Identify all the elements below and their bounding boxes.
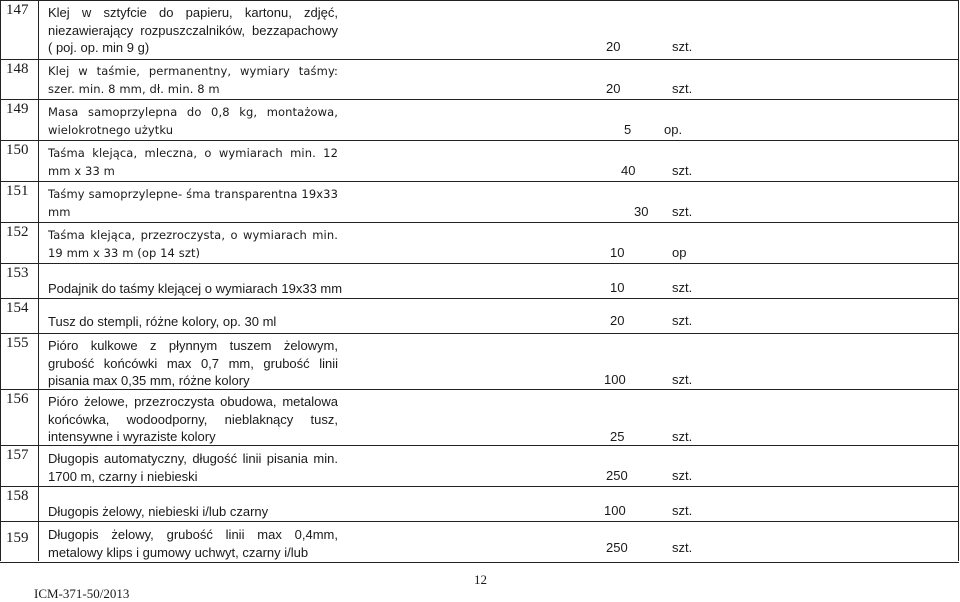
row-description: Pióro kulkowe z płynnym tuszem żelowym, grubość końcówki max 0,7 mm, grubość linii pisania max 0,35 mm, różne kolory xyxy=(48,338,338,388)
row-unit: szt. xyxy=(672,429,693,444)
table-row xyxy=(0,0,959,60)
table-row xyxy=(0,140,959,182)
row-description: Podajnik do taśmy klejącej o wymiarach 19x33 mm xyxy=(48,281,343,296)
table-row xyxy=(0,486,959,522)
table-row xyxy=(0,521,959,563)
row-quantity: 250 xyxy=(606,540,628,555)
row-description: Taśma klejąca, mleczna, o wymiarach min. 12 mm x 33 m xyxy=(48,146,338,178)
row-number: 151 xyxy=(6,183,29,199)
row-unit: szt. xyxy=(672,280,693,295)
row-quantity: 20 xyxy=(610,313,625,328)
row-unit: szt. xyxy=(672,39,693,54)
row-number: 156 xyxy=(6,391,29,407)
row-description: Masa samoprzylepna do 0,8 kg, montażowa, wielokrotnego użytku xyxy=(48,105,338,137)
page-number: 12 xyxy=(474,572,487,587)
row-description: Długopis żelowy, grubość linii max 0,4mm, metalowy klips i gumowy uchwyt, czarny i/lub xyxy=(48,527,338,560)
row-quantity: 10 xyxy=(610,245,625,260)
table-row xyxy=(0,222,959,264)
table-row xyxy=(0,298,959,334)
row-description: Taśmy samoprzylepne- śma transparentna 19x33 mm xyxy=(48,187,338,219)
row-quantity: 100 xyxy=(604,372,626,387)
table-row xyxy=(0,445,959,487)
row-unit: szt. xyxy=(672,204,693,219)
table-row xyxy=(0,99,959,141)
row-description: Klej w sztyfcie do papieru, kartonu, zdjęć, niezawierający rozpuszczalników, bezzapachowy ( poj. op. min 9 g) xyxy=(48,5,338,55)
row-quantity: 40 xyxy=(621,163,636,178)
table-row xyxy=(0,181,959,223)
row-quantity: 20 xyxy=(606,39,621,54)
row-unit: szt. xyxy=(672,540,693,555)
row-description: Długopis żelowy, niebieski i/lub czarny xyxy=(48,504,269,519)
row-description: Długopis automatyczny, długość linii pisania min. 1700 m, czarny i niebieski xyxy=(48,451,338,484)
row-number: 158 xyxy=(6,488,29,504)
row-number: 159 xyxy=(6,530,29,546)
row-description: Taśma klejąca, przezroczysta, o wymiarach min. 19 mm x 33 m (op 14 szt) xyxy=(48,228,338,260)
row-description: Pióro żelowe, przezroczysta obudowa, metalowa końcówka, wodoodporny, nieblaknący tusz, intensywne i wyraziste kolory xyxy=(48,394,338,444)
row-number: 152 xyxy=(6,224,29,240)
row-quantity: 5 xyxy=(624,122,632,137)
row-quantity: 30 xyxy=(634,204,649,219)
table-row xyxy=(0,59,959,100)
row-description: Tusz do stempli, różne kolory, op. 30 ml xyxy=(48,314,277,329)
row-number: 155 xyxy=(6,335,29,351)
row-number: 150 xyxy=(6,142,29,158)
row-unit: szt. xyxy=(672,468,693,483)
row-unit: szt. xyxy=(672,313,693,328)
row-number: 154 xyxy=(6,300,29,316)
row-unit: szt. xyxy=(672,81,693,96)
row-number: 148 xyxy=(6,61,29,77)
row-description: Klej w taśmie, permanentny, wymiary taśmy: szer. min. 8 mm, dł. min. 8 m xyxy=(48,64,338,96)
row-unit: op xyxy=(672,245,687,260)
row-unit: szt. xyxy=(672,503,693,518)
row-quantity: 10 xyxy=(610,280,625,295)
table-row xyxy=(0,389,959,446)
row-number: 157 xyxy=(6,447,29,463)
row-unit: szt. xyxy=(672,163,693,178)
row-number: 147 xyxy=(6,2,29,18)
table-row xyxy=(0,333,959,390)
row-quantity: 20 xyxy=(606,81,621,96)
row-number: 149 xyxy=(6,101,29,117)
table-row xyxy=(0,263,959,299)
row-number: 153 xyxy=(6,265,29,281)
row-quantity: 25 xyxy=(610,429,625,444)
row-unit: op. xyxy=(664,122,683,137)
row-unit: szt. xyxy=(672,372,693,387)
row-quantity: 100 xyxy=(604,503,626,518)
document-reference: ICM-371-50/2013 xyxy=(34,586,130,601)
row-quantity: 250 xyxy=(606,468,628,483)
